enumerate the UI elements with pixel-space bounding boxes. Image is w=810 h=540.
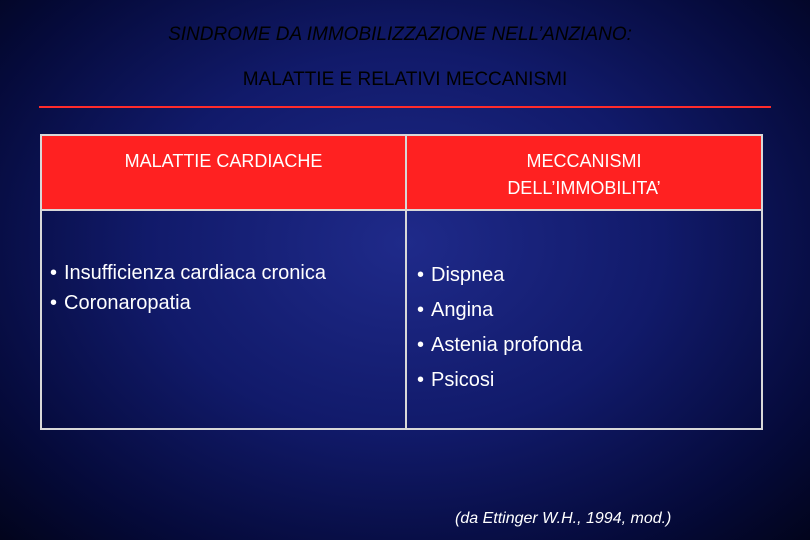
slide-title [0,24,810,46]
list-item [417,363,757,398]
right-header-line2: DELL’IMMOBILITA’ [507,178,661,198]
list-item [417,328,757,363]
citation: (da Ettinger W.H., 1994, mod.) [455,510,672,527]
right-column [405,136,761,428]
diseases-mechanisms-table [40,134,763,430]
list-item-text: Dispnea [431,264,505,286]
right-header-line1: MECCANISMI [526,151,642,171]
bullet-icon: • [50,292,58,314]
right-column-body [407,211,761,428]
list-item-text: Insufficienza cardiaca cronica [64,262,326,284]
list-item-text: Angina [431,299,494,321]
slide-title-text: SINDROME DA IMMOBILIZZAZIONE NELL’ANZIANO: [168,24,632,45]
list-item [417,258,757,293]
list-item-text: Astenia profonda [431,334,583,356]
list-item [417,293,757,328]
list-item [50,288,400,318]
bullet-icon: • [50,262,58,284]
list-item-text: Coronaropatia [64,292,191,314]
bullet-icon: • [417,264,425,286]
title-divider [39,106,771,108]
list-item-text: Psicosi [431,369,495,391]
left-column-header: MALATTIE CARDIACHE [42,136,405,211]
left-items-list [50,258,400,318]
bullet-icon: • [417,369,425,391]
left-column [42,136,405,428]
list-item [50,258,400,288]
slide-subtitle: MALATTIE E RELATIVI MECCANISMI [242,69,568,90]
bullet-icon: • [417,334,425,356]
left-column-body [42,211,405,428]
right-items-list [417,258,757,398]
bullet-icon: • [417,299,425,321]
right-column-header [407,136,761,211]
